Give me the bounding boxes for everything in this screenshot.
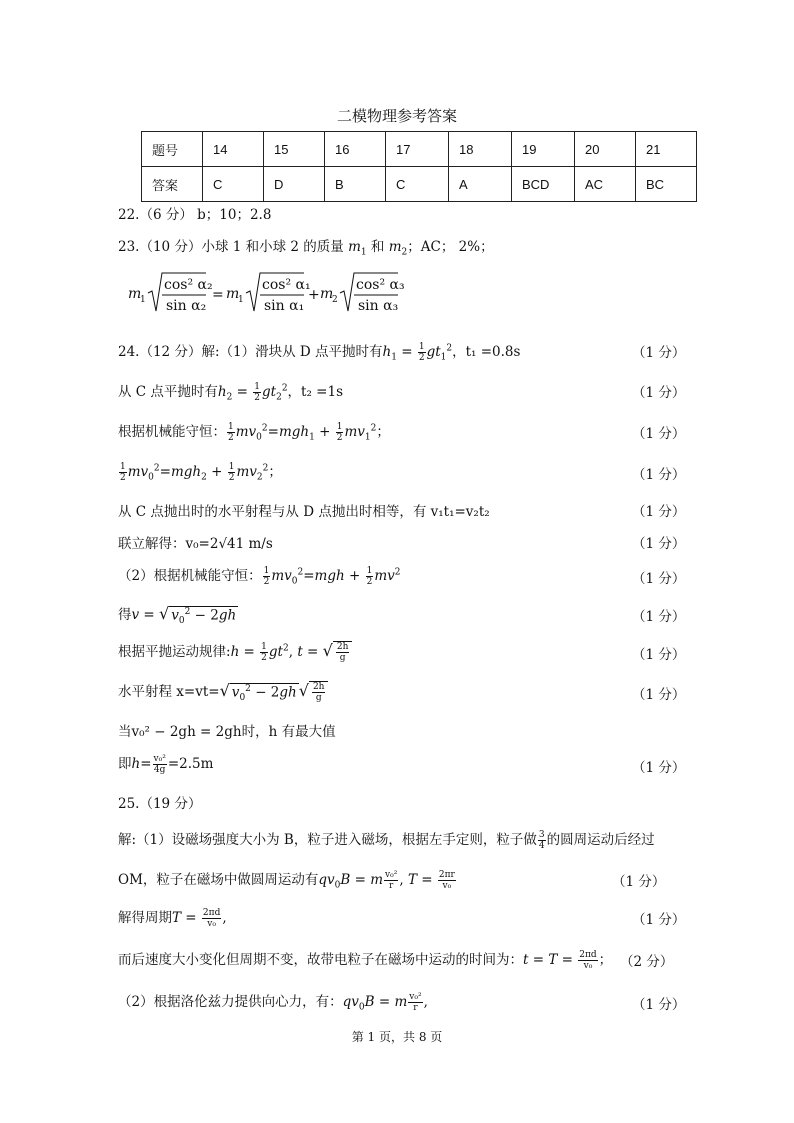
score: （1 分） [632, 571, 686, 587]
q24-text: =2.5m [167, 756, 214, 772]
q24-text: ，t₂ =1s [287, 384, 344, 400]
q25-text: OM，粒子在磁场中做圆周运动有 [118, 872, 319, 888]
q24-text: 水平射程 x=vt= [118, 684, 220, 700]
svg-text:sin α₃: sin α₃ [358, 298, 399, 314]
svg-text:sin α₂: sin α₂ [166, 298, 207, 314]
score: （1 分） [632, 997, 686, 1013]
svg-text:sin α₁: sin α₁ [264, 298, 305, 314]
score: （1 分） [632, 647, 686, 663]
score: （1 分） [632, 426, 686, 442]
q24-line-1: 24.（12 分）解:（1）滑块从 D 点平抛时有$h_1$ = $\frac{1}{2}$ $gt_1^2$，t₁ =0.8s [118, 342, 521, 363]
q25-line-3: 解得周期T = $\frac{2\pi d}{\text{v₀}}$ , [118, 908, 227, 929]
table-cell: 题号 [142, 132, 203, 167]
score: （1 分） [632, 467, 686, 483]
table-row [142, 167, 697, 202]
svg-text:2: 2 [332, 295, 338, 305]
q24-line-7: （2）根据机械能守恒： $\frac{1}{2}$ $mv_0^2=mgh$ + $\frac{1}{2}$ $mv^2$ [118, 566, 401, 587]
q24-text: （2）根据机械能守恒： [118, 568, 262, 584]
equation-23 [128, 265, 408, 320]
table-cell: 21 [636, 132, 697, 167]
q24-line-4: $\frac{1}{2}$ $mv_0^2=mgh_2$ + $\frac{1}{2}$ $mv_2^2$； [120, 462, 282, 483]
q24-text: 根据平抛运动规律: [118, 644, 231, 660]
page-title: 二模物理参考答案 [336, 107, 457, 125]
q25-text: 解得周期 [118, 910, 172, 926]
table-cell: 14 [203, 132, 264, 167]
table-cell: AC [575, 167, 636, 202]
page-footer: 第 1 页，共 8 页 [351, 1030, 443, 1044]
answer-table [141, 131, 697, 202]
score: （2 分） [620, 954, 674, 970]
table-cell: 18 [449, 132, 512, 167]
score: （1 分） [632, 385, 686, 401]
q24-line-8: 得v = √ $v_0^2 - 2gh$ [118, 604, 237, 626]
table-cell: BCD [512, 167, 575, 202]
score: （1 分） [612, 874, 666, 890]
score: （1 分） [632, 760, 686, 776]
answer-23-tail: ；AC； 2%； [407, 239, 494, 255]
score: （1 分） [632, 536, 686, 552]
q25-line-5: （2）根据洛伦兹力提供向心力，有：$qv_0B = m$ $\frac{\text{v₀²}}{r}$ , [118, 992, 428, 1013]
q25-text: 的圆周运动后经过 [546, 832, 655, 848]
q24-line-2: 从 C 点平抛时有$h_2$ = $\frac{1}{2}$ $gt_2^2$，t₂ =1s [118, 382, 344, 403]
answer-23-text: 23.（10 分）小球 1 和小球 2 的质量 [118, 239, 344, 255]
table-cell: A [449, 167, 512, 202]
table-cell: BC [636, 167, 697, 202]
q24-line-3: 根据机械能守恒： $\frac{1}{2}$ $mv_0^2=mgh_1$ + $\frac{1}{2}$ $mv_1^2$； [118, 422, 390, 443]
q25-line-2: OM，粒子在磁场中做圆周运动有$qv_0B = m$ $\frac{\text{v₀²}}{r}$ , T = $\frac{2\pi r}{\text{v₀}}$ [118, 870, 455, 891]
svg-text:m: m [128, 286, 142, 302]
table-cell: 17 [386, 132, 449, 167]
score: （1 分） [632, 504, 686, 520]
q24-line-12: 即h= $\frac{\text{v₀²}}{4g}$ =2.5m [118, 754, 214, 775]
q24-line-11: 当v₀² − 2gh = 2gh时，h 有最大值 [118, 724, 336, 740]
svg-text:m: m [320, 286, 334, 302]
table-cell: C [386, 167, 449, 202]
q24-text: 得 [118, 607, 132, 623]
table-cell: 19 [512, 132, 575, 167]
q25-line-1: 解:（1）设磁场强度大小为 B，粒子进入磁场，根据左手定则，粒子做 $\frac{3}{4}$ 的圆周运动后经过 [118, 830, 655, 851]
q25-head: 25.（19 分） [118, 796, 202, 812]
q24-text: 24.（12 分）解:（1）滑块从 D 点平抛时有 [118, 344, 383, 360]
q24-line-5: 从 C 点抛出时的水平射程与从 D 点抛出时相等，有 v₁t₁=v₂t₂ [118, 504, 490, 520]
score: （1 分） [632, 912, 686, 928]
table-cell: 20 [575, 132, 636, 167]
table-cell: 16 [325, 132, 386, 167]
q24-line-9: 根据平抛运动规律:h = $\frac{1}{2}$ $gt^2$, t = √ $\frac{2h}{g}$ [118, 640, 352, 663]
q24-text: 从 C 点平抛时有 [118, 384, 218, 400]
q24-line-6: 联立解得：v₀=2√41 m/s [118, 536, 273, 552]
svg-text:cos² α₁: cos² α₁ [262, 277, 311, 293]
svg-text:cos² α₃: cos² α₃ [356, 277, 405, 293]
score: （1 分） [632, 609, 686, 625]
q24-text: 根据机械能守恒： [118, 424, 226, 440]
svg-text:m: m [226, 286, 240, 302]
q25-line-4: 而后速度大小变化但周期不变，故带电粒子在磁场中运动的时间为：t = T = $\frac{2\pi d}{\text{v₀}}$ ； [118, 950, 613, 971]
table-cell: 答案 [142, 167, 203, 202]
q24-text: ，t₁ =0.8s [452, 344, 521, 360]
table-cell: 15 [264, 132, 325, 167]
svg-text:1: 1 [238, 295, 244, 305]
svg-text:+: + [308, 287, 320, 303]
table-cell: D [264, 167, 325, 202]
score: （1 分） [632, 687, 686, 703]
q25-text: 而后速度大小变化但周期不变，故带电粒子在磁场中运动的时间为： [118, 952, 523, 968]
q24-line-10: 水平射程 x=vt=√ $v_0^2 - 2gh$ √ $\frac{2h}{g}$ [118, 680, 328, 703]
q24-text: 即 [118, 756, 132, 772]
svg-text:1: 1 [140, 295, 146, 305]
score: （1 分） [632, 345, 686, 361]
q25-text: 解:（1）设磁场强度大小为 B，粒子进入磁场，根据左手定则，粒子做 [118, 832, 537, 848]
answer-22: 22.（6 分） b；10；2.8 [118, 207, 272, 223]
table-cell: C [203, 167, 264, 202]
svg-text:=: = [212, 287, 224, 303]
table-cell: B [325, 167, 386, 202]
svg-text:cos² α₂: cos² α₂ [164, 277, 213, 293]
q25-text: （2）根据洛伦兹力提供向心力，有： [118, 994, 343, 1010]
table-row [142, 132, 697, 167]
answer-23: 23.（10 分）小球 1 和小球 2 的质量 $m_1$ 和 $m_2$；AC； 2%； [118, 239, 494, 258]
